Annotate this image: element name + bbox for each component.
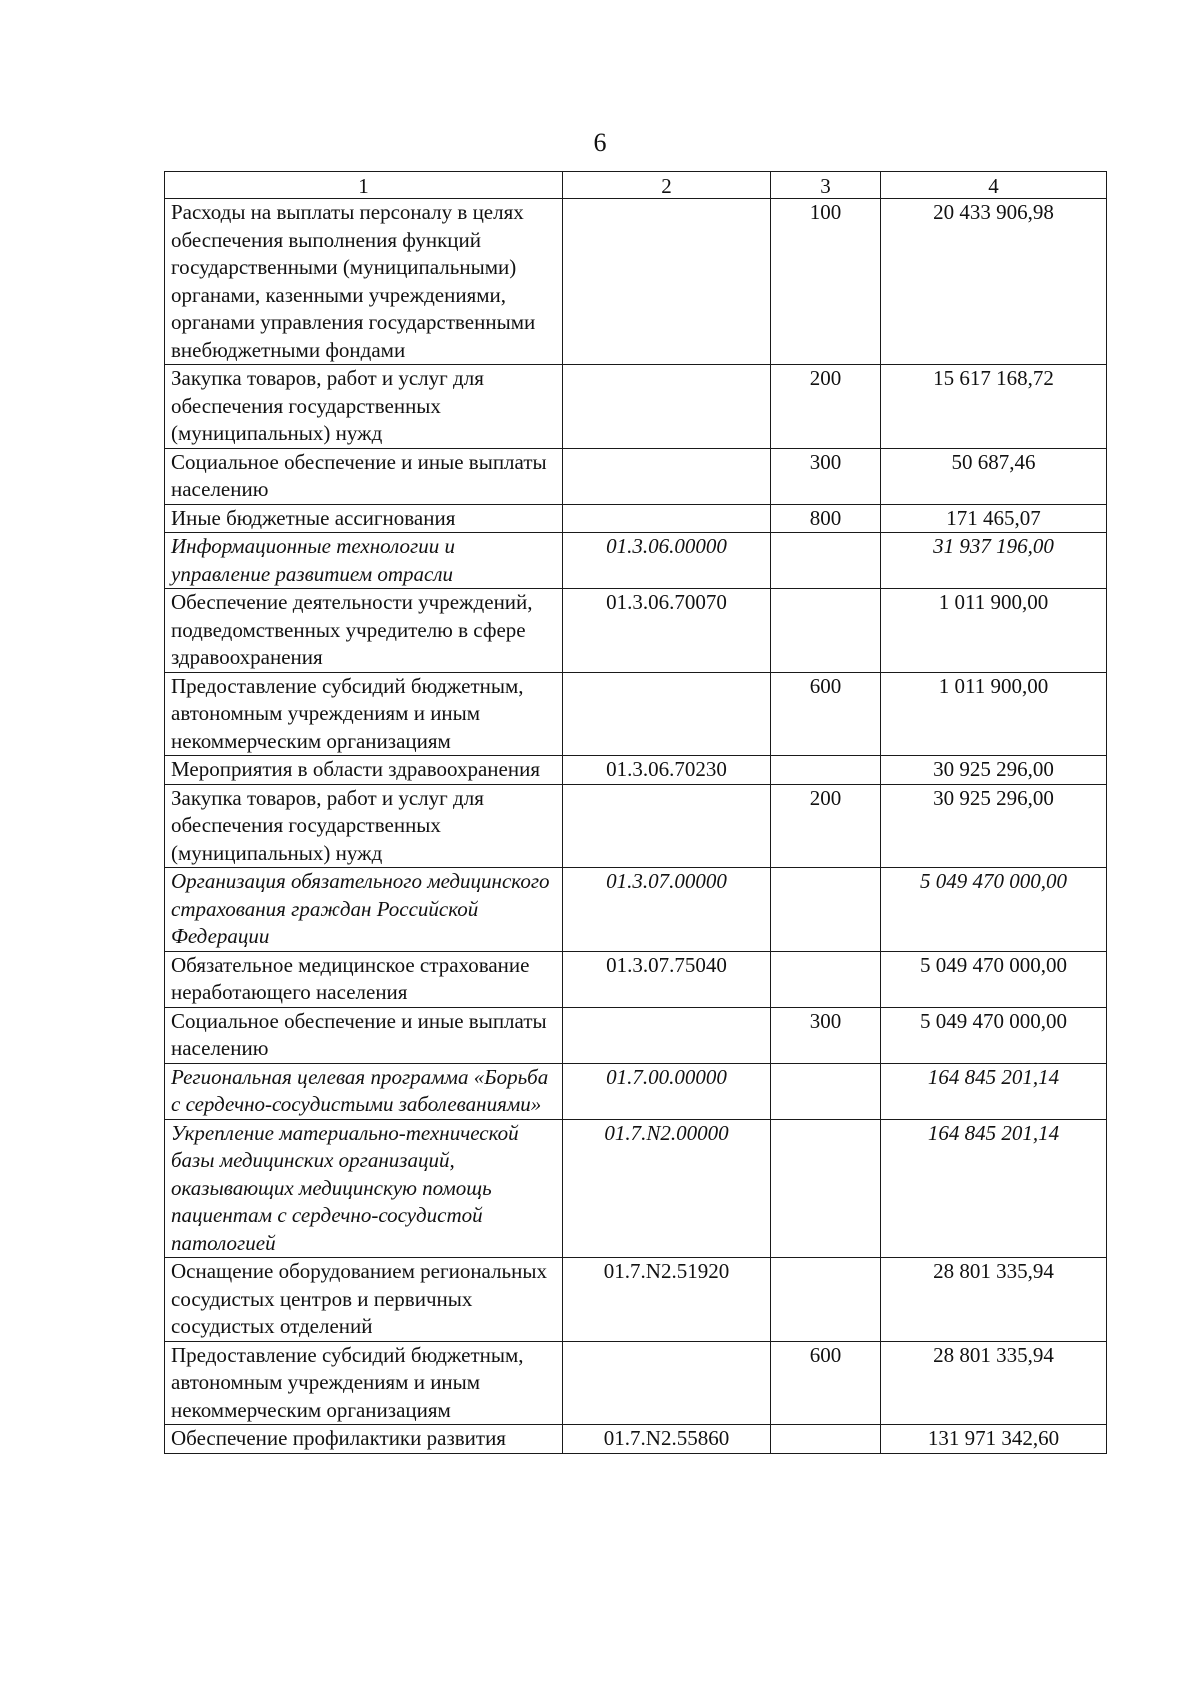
row-name-cell: Оснащение оборудованием региональных сосудистых центров и первичных сосудистых отделений bbox=[165, 1258, 563, 1342]
row-name-cell: Социальное обеспечение и иные выплаты населению bbox=[165, 1007, 563, 1063]
table-row bbox=[165, 672, 1107, 756]
table-row bbox=[165, 504, 1107, 533]
row-sum-cell: 28 801 335,94 bbox=[881, 1258, 1107, 1342]
row-code-cell: 01.3.06.70070 bbox=[563, 589, 771, 673]
row-code-cell: 01.3.06.70230 bbox=[563, 756, 771, 785]
row-sum-cell: 1 011 900,00 bbox=[881, 672, 1107, 756]
row-name-cell: Закупка товаров, работ и услуг для обеспечения государственных (муниципальных) нужд bbox=[165, 784, 563, 868]
row-name-cell: Информационные технологии и управление развитием отрасли bbox=[165, 533, 563, 589]
row-sum-cell: 131 971 342,60 bbox=[881, 1425, 1107, 1454]
row-sum-cell: 50 687,46 bbox=[881, 448, 1107, 504]
table-header-row bbox=[165, 172, 1107, 199]
column-header: 4 bbox=[881, 172, 1107, 199]
row-code-cell: 01.7.N2.00000 bbox=[563, 1119, 771, 1258]
table-row bbox=[165, 756, 1107, 785]
row-code-cell bbox=[563, 672, 771, 756]
row-sum-cell: 15 617 168,72 bbox=[881, 365, 1107, 449]
row-type-cell bbox=[771, 589, 881, 673]
row-name-cell: Обеспечение деятельности учреждений, подведомственных учредителю в сфере здравоохранения bbox=[165, 589, 563, 673]
row-code-cell: 01.3.07.75040 bbox=[563, 951, 771, 1007]
row-sum-cell: 164 845 201,14 bbox=[881, 1063, 1107, 1119]
table-row bbox=[165, 533, 1107, 589]
row-code-cell bbox=[563, 365, 771, 449]
table-row bbox=[165, 784, 1107, 868]
row-name-cell: Мероприятия в области здравоохранения bbox=[165, 756, 563, 785]
row-sum-cell: 1 011 900,00 bbox=[881, 589, 1107, 673]
row-type-cell: 600 bbox=[771, 1341, 881, 1425]
row-code-cell: 01.3.06.00000 bbox=[563, 533, 771, 589]
table-row bbox=[165, 448, 1107, 504]
row-name-cell: Предоставление субсидий бюджетным, автономным учреждениям и иным некоммерческим организациям bbox=[165, 672, 563, 756]
row-code-cell: 01.7.N2.55860 bbox=[563, 1425, 771, 1454]
table-row bbox=[165, 589, 1107, 673]
row-type-cell bbox=[771, 1425, 881, 1454]
row-name-cell: Организация обязательного медицинского страхования граждан Российской Федерации bbox=[165, 868, 563, 952]
row-type-cell bbox=[771, 1258, 881, 1342]
table-row bbox=[165, 868, 1107, 952]
row-type-cell: 300 bbox=[771, 448, 881, 504]
row-name-cell: Укрепление материально-технической базы медицинских организаций, оказывающих медицинскую помощь пациентам с сердечно-сосудистой патологией bbox=[165, 1119, 563, 1258]
row-type-cell: 300 bbox=[771, 1007, 881, 1063]
row-name-cell: Социальное обеспечение и иные выплаты населению bbox=[165, 448, 563, 504]
row-type-cell bbox=[771, 533, 881, 589]
row-type-cell: 200 bbox=[771, 365, 881, 449]
row-sum-cell: 5 049 470 000,00 bbox=[881, 868, 1107, 952]
row-name-cell: Расходы на выплаты персоналу в целях обеспечения выполнения функций государственными (муниципальными) органами, казенными учреждениями, органами управления государственными внебюджетными фондами bbox=[165, 199, 563, 365]
row-code-cell: 01.7.N2.51920 bbox=[563, 1258, 771, 1342]
table-row bbox=[165, 1258, 1107, 1342]
row-sum-cell: 30 925 296,00 bbox=[881, 756, 1107, 785]
row-code-cell bbox=[563, 504, 771, 533]
column-header: 1 bbox=[165, 172, 563, 199]
row-code-cell bbox=[563, 1007, 771, 1063]
table-row bbox=[165, 1119, 1107, 1258]
table-row bbox=[165, 951, 1107, 1007]
row-code-cell bbox=[563, 448, 771, 504]
row-type-cell bbox=[771, 1063, 881, 1119]
table-row bbox=[165, 1341, 1107, 1425]
row-type-cell bbox=[771, 1119, 881, 1258]
row-sum-cell: 20 433 906,98 bbox=[881, 199, 1107, 365]
row-type-cell: 100 bbox=[771, 199, 881, 365]
row-sum-cell: 5 049 470 000,00 bbox=[881, 951, 1107, 1007]
row-code-cell bbox=[563, 199, 771, 365]
row-type-cell: 600 bbox=[771, 672, 881, 756]
row-code-cell bbox=[563, 784, 771, 868]
row-code-cell bbox=[563, 1341, 771, 1425]
row-code-cell: 01.3.07.00000 bbox=[563, 868, 771, 952]
budget-table bbox=[164, 171, 1107, 1454]
row-name-cell: Предоставление субсидий бюджетным, автономным учреждениям и иным некоммерческим организациям bbox=[165, 1341, 563, 1425]
row-type-cell bbox=[771, 951, 881, 1007]
row-name-cell: Региональная целевая программа «Борьба с сердечно-сосудистыми заболеваниями» bbox=[165, 1063, 563, 1119]
row-sum-cell: 5 049 470 000,00 bbox=[881, 1007, 1107, 1063]
table-row bbox=[165, 365, 1107, 449]
table-row bbox=[165, 1007, 1107, 1063]
row-name-cell: Иные бюджетные ассигнования bbox=[165, 504, 563, 533]
table-row bbox=[165, 1425, 1107, 1454]
page-number: 6 bbox=[593, 128, 607, 157]
row-code-cell: 01.7.00.00000 bbox=[563, 1063, 771, 1119]
table-row bbox=[165, 199, 1107, 365]
row-sum-cell: 171 465,07 bbox=[881, 504, 1107, 533]
column-header: 3 bbox=[771, 172, 881, 199]
row-name-cell: Обязательное медицинское страхование неработающего населения bbox=[165, 951, 563, 1007]
row-sum-cell: 28 801 335,94 bbox=[881, 1341, 1107, 1425]
column-header: 2 bbox=[563, 172, 771, 199]
row-type-cell: 800 bbox=[771, 504, 881, 533]
row-sum-cell: 31 937 196,00 bbox=[881, 533, 1107, 589]
row-type-cell: 200 bbox=[771, 784, 881, 868]
row-type-cell bbox=[771, 756, 881, 785]
row-sum-cell: 30 925 296,00 bbox=[881, 784, 1107, 868]
row-name-cell: Закупка товаров, работ и услуг для обеспечения государственных (муниципальных) нужд bbox=[165, 365, 563, 449]
row-name-cell: Обеспечение профилактики развития bbox=[165, 1425, 563, 1454]
table-row bbox=[165, 1063, 1107, 1119]
row-sum-cell: 164 845 201,14 bbox=[881, 1119, 1107, 1258]
row-type-cell bbox=[771, 868, 881, 952]
